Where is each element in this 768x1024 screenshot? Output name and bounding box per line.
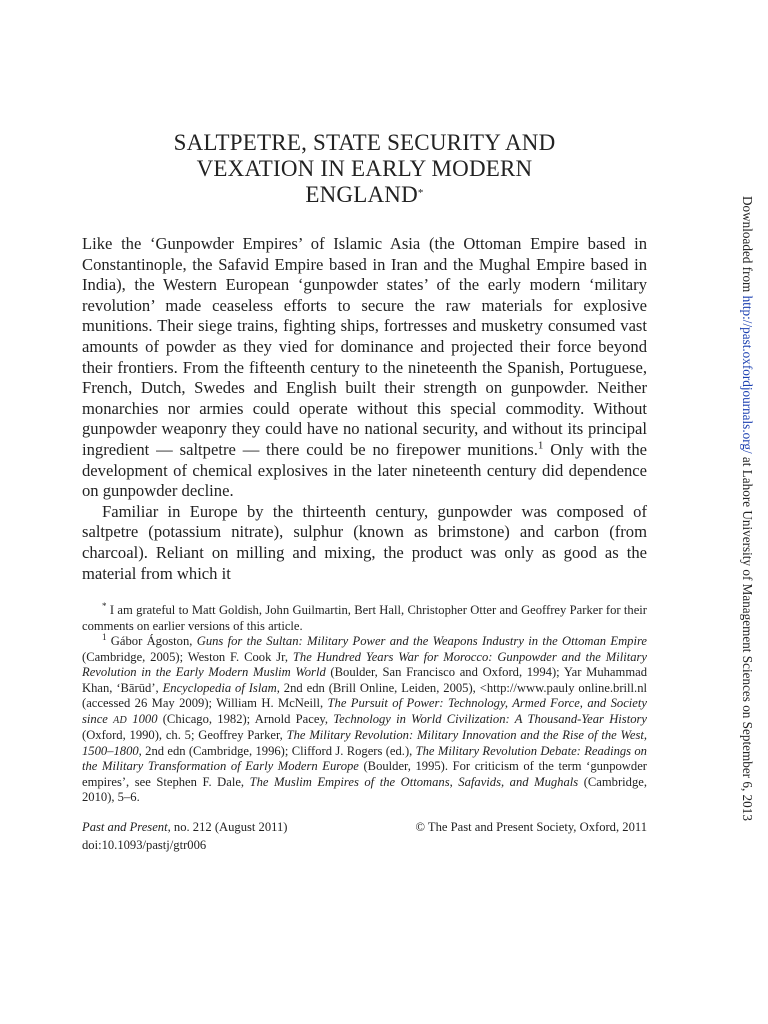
footnote-1-title: Encyclopedia of Islam [162, 680, 277, 695]
doi[interactable]: doi:10.1093/pastj/gtr006 [82, 837, 207, 852]
paragraph-1-text: Like the ‘Gunpowder Empires’ of Islamic Asia (the Ottoman Empire based in Constantinople, the Safavid Empire based in Iran and the Mughal Empire based in India), the Western European ‘gunpowder states’ of the early modern ‘military revolution’ made ceaseless efforts to secure the raw materials for explosive munitions. Their siege trains, fighting ships, fortresses and musketry consumed vast amounts of powder as they vied for dominance and projected their force beyond their frontiers. From the fifteenth century to the nineteenth the Spanish, Portuguese, French, Dutch, Swedes and English built their strength on gunpowder. Neither monarchies nor armies could operate without this special commodity. Without gunpowder weaponry they could have no national security, and without its principal ingredient — saltpetre — there could be no firepower munitions. [82, 234, 647, 459]
footer-citation-row [82, 818, 647, 836]
paragraph-2: Familiar in Europe by the thirteenth century, gunpowder was composed of saltpetre (potassium nitrate), sulphur (known as brimstone) and carbon (from charcoal). Reliant on milling and mixing, the product was only as good as the material from which it [82, 501, 647, 583]
journal-citation [82, 818, 287, 836]
footnote-1-text: (Cambridge, 2010), 5–6. [82, 774, 648, 805]
footnote-1-title: The Muslim Empires of the Ottomans, Safavids, and Mughals [249, 774, 579, 789]
footnote-1-title: 1000 [127, 711, 158, 726]
footnote-1-text: (Oxford, 1990), ch. 5; Geoffrey Parker, [82, 728, 287, 743]
journal-name: Past and Present [82, 819, 168, 834]
footnote-1-title: The Military Revolution: Military Innovation and the Rise of the West, 1500–1800 [82, 728, 647, 758]
page-footer [82, 818, 647, 854]
footnote-1-text: (Boulder, San Francisco and Oxford, 1994); Yar Muhammad Khan, ‘Bārūd’, [82, 665, 647, 695]
footnote-ref-1[interactable]: 1 [537, 439, 544, 452]
footnote-star [82, 600, 647, 634]
footnote-star-text: I am grateful to Matt Goldish, John Guilmartin, Bert Hall, Christopher Otter and Geoffrey Parker for their comments on earlier versions of this article. [82, 603, 647, 633]
watermark-prefix: Downloaded from [740, 196, 755, 296]
footnote-1-title: Guns for the Sultan: Military Power and the Weapons Industry in the Ottoman Empire [196, 634, 648, 649]
footnote-1-text: (Boulder, 1995). For criticism of the term ‘gunpowder empires’, see Stephen F. Dale, [82, 759, 647, 789]
article-page [82, 130, 647, 854]
title-line-2: VEXATION IN EARLY MODERN [196, 156, 533, 181]
paragraph-1-text-end: Only with the development of chemical explosives in the later nineteenth century did dependence on gunpowder decline. [82, 439, 647, 501]
footnote-1-title: The Military Revolution Debate: Readings on the Military Transformation of Early Modern Europe [82, 743, 647, 774]
footnote-1-text: , 2nd edn (Brill Online, Leiden, 2005), <http://www.pauly online.brill.nl (accessed 26 May 2009); William H. McNeill, [82, 680, 647, 711]
watermark-link[interactable]: http://past.oxfordjournals.org/ [740, 295, 755, 454]
article-title [82, 130, 647, 208]
body-text [82, 234, 647, 584]
footnote-1-text: , 2nd edn (Cambridge, 1996); Clifford J. Rogers (ed.), [138, 743, 416, 758]
watermark-suffix: at Lahore University of Management Sciences on September 6, 2013 [740, 453, 755, 821]
footnote-1-title: The Hundred Years War for Morocco: Gunpowder and the Military Revolution in the Early Modern Muslim World [82, 649, 647, 680]
title-line-3: ENGLAND [305, 182, 418, 207]
footnote-1-text: Gábor Ágoston, [106, 634, 197, 649]
footnote-1 [82, 631, 648, 806]
copyright-notice: © The Past and Present Society, Oxford, 2011 [415, 819, 647, 834]
footnote-star-mark: * [102, 600, 107, 611]
footnote-1-text: (Cambridge, 2005); Weston F. Cook Jr, [82, 649, 293, 664]
footnote-1-text: (Chicago, 1982); Arnold Pacey, [157, 711, 334, 726]
title-line-1: SALTPETRE, STATE SECURITY AND [173, 130, 556, 155]
footnote-1-title: Technology in World Civilization: A Thousand-Year History [333, 711, 647, 726]
download-watermark [739, 196, 755, 821]
footnotes [82, 600, 648, 806]
journal-issue: , no. 212 (August 2011) [167, 819, 288, 834]
paragraph-1 [82, 234, 647, 502]
footnote-1-title-smallcaps: AD [113, 714, 128, 726]
title-footnote-mark: * [417, 187, 424, 199]
footnote-1-mark: 1 [102, 631, 107, 642]
footnote-1-title: The Pursuit of Power: Technology, Armed Force, and Society since [82, 696, 647, 726]
